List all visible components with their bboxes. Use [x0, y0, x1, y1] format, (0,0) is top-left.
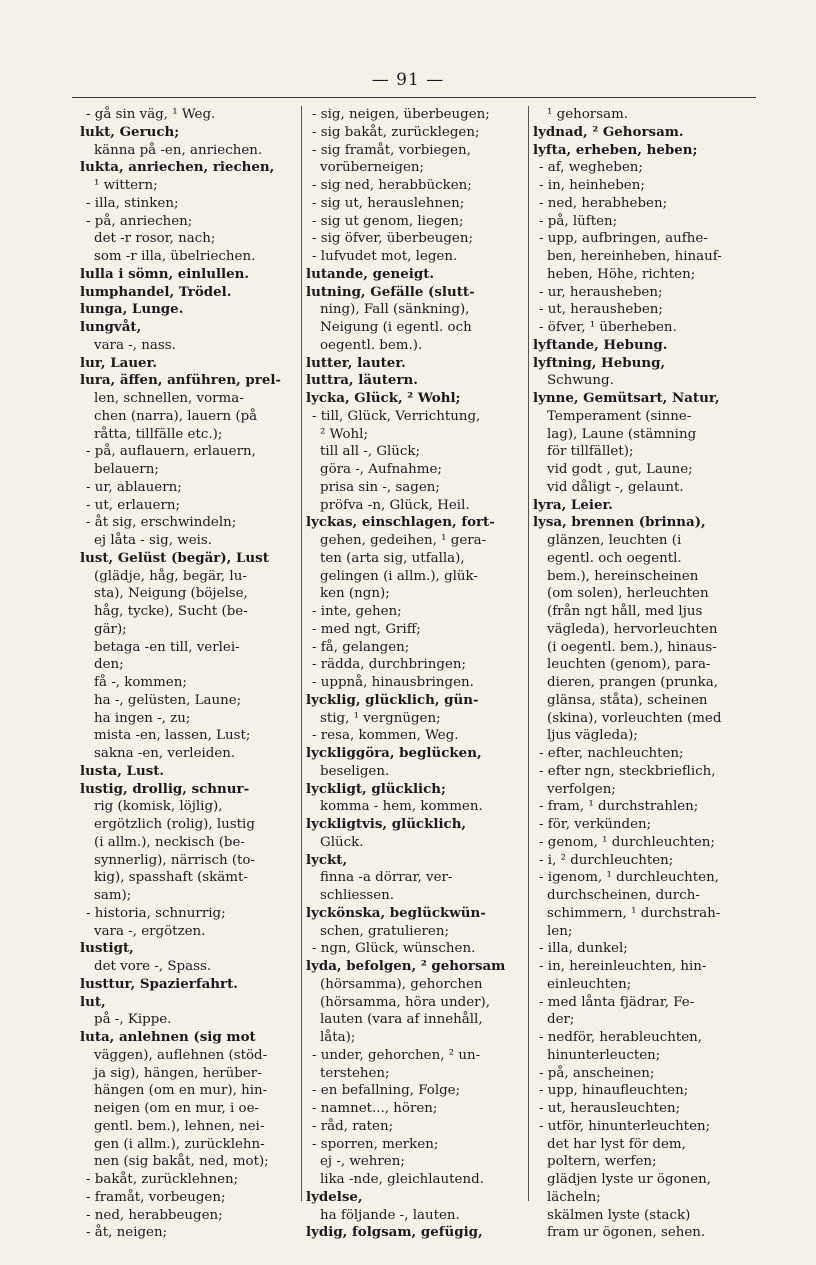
entry-line: ² Wohl;	[320, 426, 368, 442]
entry-line: - sig bakåt, zurücklegen;	[312, 124, 480, 140]
entry-line: ej -, wehren;	[320, 1154, 405, 1170]
entry-line: betaga -en till, verlei-	[94, 639, 240, 655]
entry-line: - på, lüften;	[539, 213, 618, 229]
entry-line: - åt, neigen;	[86, 1225, 168, 1241]
entry-line: få -, kommen;	[94, 675, 187, 690]
entry-line: - genom, ¹ durchleuchten;	[539, 834, 715, 850]
entry-line: - gå sin väg, ¹ Weg.	[86, 107, 216, 122]
entry-line: einleuchten;	[547, 976, 632, 992]
entry-line: den;	[94, 657, 124, 673]
entry-line: - inte, gehen;	[312, 604, 402, 619]
entry-line: väggen), auflehnen (stöd-	[94, 1047, 268, 1063]
entry-line: sam);	[94, 888, 132, 903]
entry-line: vorüberneigen;	[320, 160, 425, 176]
entry-line: chen (narra), lauern (på	[94, 408, 258, 424]
entry-line: der;	[547, 1012, 575, 1028]
entry-line: - efter ngn, steckbrieflich,	[539, 763, 716, 779]
entry-line: heben, Höhe, richten;	[547, 266, 696, 282]
entry-headword-line: lyckt,	[306, 851, 348, 868]
entry-line: - sporren, merken;	[312, 1136, 439, 1152]
entry-line: leuchten (genom), para-	[547, 657, 711, 673]
entry-line: ha följande -, lauten.	[320, 1207, 460, 1223]
dictionary-column-2	[306, 106, 530, 1241]
entry-line: Temperament (sinne-	[547, 408, 692, 424]
entry-line: - sig ut, herauslehnen;	[312, 195, 465, 211]
entry-line: - uppnå, hinausbringen.	[312, 675, 474, 690]
entry-line: lauten (vara af innehåll,	[320, 1012, 483, 1028]
entry-line: - illa, stinken;	[86, 195, 179, 211]
entry-line: prisa sin -, sagen;	[320, 479, 440, 495]
entry-line: göra -, Aufnahme;	[320, 462, 442, 477]
entry-line: schliessen.	[320, 888, 395, 903]
entry-line: dieren, prangen (prunka,	[547, 675, 718, 690]
entry-line: (i oegentl. bem.), hinaus-	[547, 639, 717, 655]
entry-headword-line: lust, Gelüst (begär), Lust	[80, 549, 269, 566]
entry-line: mista -en, lassen, Lust;	[94, 728, 251, 744]
entry-headword-line: lura, äffen, anführen, prel-	[80, 372, 281, 389]
entry-line: det -r rosor, nach;	[94, 231, 216, 247]
column-divider	[301, 106, 302, 1201]
entry-headword-line: lutning, Gefälle (slutt-	[306, 283, 475, 300]
entry-line: durchscheinen, durch-	[547, 888, 700, 903]
page-number: — 91 —	[371, 70, 445, 90]
entry-line: ning), Fall (sänkning),	[320, 302, 470, 318]
entry-line: gehen, gedeihen, ¹ gera-	[320, 533, 487, 548]
entry-line: - utför, hinunterleuchten;	[539, 1118, 711, 1134]
entry-line: beseligen.	[320, 763, 390, 779]
entry-line: ej låta - sig, weis.	[94, 533, 213, 548]
entry-line: ergötzlich (rolig), lustig	[94, 817, 255, 832]
entry-headword-line: lynne, Gemütsart, Natur,	[533, 390, 720, 406]
entry-line: - nedför, herableuchten,	[539, 1030, 703, 1045]
entry-line: - namnet..., hören;	[312, 1101, 438, 1116]
entry-line: bem.), hereinscheinen	[547, 568, 699, 584]
entry-line: lächeln;	[547, 1189, 601, 1205]
entry-line: - historia, schnurrig;	[86, 905, 226, 921]
entry-line: - åt sig, erschwindeln;	[86, 515, 237, 531]
entry-line: vid dåligt -, gelaunt.	[547, 479, 684, 495]
entry-line: - på, anriechen;	[86, 213, 193, 229]
entry-headword-line: lyftning, Hebung,	[533, 354, 666, 371]
entry-line: på -, Kippe.	[94, 1012, 172, 1028]
entry-headword-line: lustigt,	[80, 940, 134, 957]
entry-line: ha ingen -, zu;	[94, 710, 191, 726]
entry-headword-line: lukta, anriechen, riechen,	[80, 159, 275, 176]
entry-line: gen (i allm.), zurücklehn-	[94, 1136, 265, 1152]
dictionary-column-3	[533, 106, 757, 1241]
entry-line: kig), spasshaft (skämt-	[94, 870, 248, 886]
entry-line: ¹ wittern;	[94, 178, 158, 193]
entry-line: - ut, herausheben;	[539, 302, 663, 318]
entry-headword-line: lyda, befolgen, ² gehorsam	[306, 958, 506, 974]
entry-line: känna på -en, anriechen.	[94, 142, 263, 158]
entry-line: terstehen;	[320, 1065, 390, 1081]
dictionary-column-1	[80, 106, 304, 1241]
entry-headword-line: luta, anlehnen (sig mot	[80, 1029, 256, 1045]
entry-line: - af, wegheben;	[539, 160, 643, 176]
entry-headword-line: lycka, Glück, ² Wohl;	[306, 390, 461, 406]
entry-line: (om solen), herleuchten	[547, 586, 709, 602]
entry-line: - med ngt, Griff;	[312, 621, 421, 637]
entry-headword-line: lusttur, Spazierfahrt.	[80, 975, 238, 992]
entry-line: - in, heinheben;	[539, 178, 645, 193]
entry-line: - ned, herabheben;	[539, 195, 668, 211]
entry-headword-line: lyckligtvis, glücklich,	[306, 816, 467, 832]
entry-line: sakna -en, verleiden.	[94, 746, 236, 761]
entry-line: - efter, nachleuchten;	[539, 746, 684, 761]
entry-line: (hörsamma, höra under),	[320, 994, 491, 1010]
entry-line: rig (komisk, löjlig),	[94, 799, 223, 815]
entry-headword-line: lut,	[80, 993, 106, 1010]
entry-line: glädjen lyste ur ögonen,	[547, 1172, 712, 1187]
header-rule	[72, 97, 756, 98]
entry-line: råtta, tillfälle etc.);	[94, 426, 223, 442]
entry-line: gär);	[94, 621, 127, 637]
entry-line: - öfver, ¹ überheben.	[539, 320, 677, 335]
entry-line: vid godt , gut, Laune;	[547, 462, 693, 477]
entry-line: sta), Neigung (böjelse,	[94, 586, 248, 602]
entry-line: - ur, ablauern;	[86, 479, 182, 495]
entry-line: glänzen, leuchten (i	[547, 533, 682, 548]
entry-headword-line: lydig, folgsam, gefügig,	[306, 1224, 483, 1241]
entry-line: till all -, Glück;	[320, 444, 421, 460]
entry-line: - sig framåt, vorbiegen,	[312, 142, 471, 158]
entry-headword-line: lydnad, ² Gehorsam.	[533, 123, 684, 140]
entry-line: - rädda, durchbringen;	[312, 657, 467, 673]
entry-headword-line: luttra, läutern.	[306, 372, 418, 389]
entry-line: - ut, herausleuchten;	[539, 1101, 681, 1116]
entry-line: gentl. bem.), lehnen, nei-	[94, 1118, 265, 1134]
entry-headword-line: lukt, Geruch;	[80, 123, 180, 140]
entry-line: - en befallning, Folge;	[312, 1083, 461, 1099]
entry-line: - råd, raten;	[312, 1118, 394, 1134]
entry-headword-line: lunga, Lunge.	[80, 301, 184, 318]
entry-headword-line: lyckönska, beglückwün-	[306, 904, 486, 921]
entry-line: - resa, kommen, Weg.	[312, 728, 459, 744]
entry-line: - bakåt, zurücklehnen;	[86, 1172, 239, 1187]
entry-line: lika -nde, gleichlautend.	[320, 1172, 484, 1187]
entry-line: - ned, herabbeugen;	[86, 1207, 223, 1223]
entry-line: neigen (om en mur, i oe-	[94, 1101, 260, 1116]
entry-line: belauern;	[94, 462, 159, 477]
entry-line: Neigung (i egentl. och	[320, 320, 472, 335]
entry-line: - sig ned, herabbücken;	[312, 178, 472, 193]
entry-line: - in, hereinleuchten, hin-	[539, 959, 707, 974]
entry-headword-line: lydelse,	[306, 1188, 363, 1205]
entry-headword-line: lycklig, glücklich, gün-	[306, 691, 479, 708]
entry-line: hinunterleucten;	[547, 1047, 661, 1063]
entry-headword-line: lustig, drollig, schnur-	[80, 780, 250, 797]
entry-line: Schwung.	[547, 373, 614, 389]
entry-line: schen, gratulieren;	[320, 923, 449, 939]
entry-line: ben, hereinheben, hinauf-	[547, 249, 722, 264]
entry-line: oegentl. bem.).	[320, 337, 423, 353]
entry-line: hängen (om en mur), hin-	[94, 1083, 268, 1099]
entry-headword-line: lyftande, Hebung.	[533, 336, 668, 353]
entry-line: poltern, werfen;	[547, 1154, 657, 1170]
entry-line: - ngn, Glück, wünschen.	[312, 941, 476, 957]
entry-line: - upp, hinaufleuchten;	[539, 1083, 689, 1099]
entry-line: - på, anscheinen;	[539, 1065, 655, 1081]
entry-line: lag), Laune (stämning	[547, 426, 697, 442]
column-divider	[528, 106, 529, 1201]
entry-line: det vore -, Spass.	[94, 959, 212, 974]
entry-line: verfolgen;	[547, 781, 616, 797]
entry-line: det har lyst för dem,	[547, 1136, 686, 1152]
entry-headword-line: lyckas, einschlagen, fort-	[306, 514, 495, 531]
entry-line: vara -, nass.	[94, 337, 176, 353]
entry-line: håg, tycke), Sucht (be-	[94, 604, 248, 619]
entry-line: fram ur ögonen, sehen.	[547, 1225, 706, 1241]
entry-line: - under, gehorchen, ² un-	[312, 1047, 481, 1063]
entry-headword-line: lyra, Leier.	[533, 496, 613, 513]
entry-line: Glück.	[320, 834, 364, 850]
entry-line: ja sig), hängen, herüber-	[94, 1065, 262, 1081]
entry-line: glänsa, ståta), scheinen	[547, 692, 708, 708]
entry-line: gelingen (i allm.), glük-	[320, 568, 478, 584]
entry-headword-line: lyckligt, glücklich;	[306, 780, 446, 797]
entry-line: - för, verkünden;	[539, 817, 652, 832]
entry-headword-line: lusta, Lust.	[80, 762, 165, 779]
entry-line: - med lånta fjädrar, Fe-	[539, 994, 695, 1010]
entry-line: len, schnellen, vorma-	[94, 391, 244, 406]
entry-line: - igenom, ¹ durchleuchten,	[539, 870, 719, 886]
entry-line: - lufvudet mot, legen.	[312, 249, 458, 264]
entry-line: - till, Glück, Verrichtung,	[312, 408, 481, 424]
entry-headword-line: lungvåt,	[80, 319, 142, 335]
entry-line: vara -, ergötzen.	[94, 923, 206, 939]
entry-headword-line: lumphandel, Trödel.	[80, 283, 232, 300]
entry-line: - framåt, vorbeugen;	[86, 1189, 226, 1205]
entry-headword-line: lutande, geneigt.	[306, 265, 435, 282]
entry-headword-line: lur, Lauer.	[80, 354, 158, 371]
entry-line: (hörsamma), gehorchen	[320, 976, 483, 992]
entry-line: - upp, aufbringen, aufhe-	[539, 231, 708, 247]
entry-line: låta);	[320, 1030, 356, 1045]
entry-line: - sig, neigen, überbeugen;	[312, 107, 490, 122]
entry-line: - få, gelangen;	[312, 639, 410, 655]
entry-headword-line: lyfta, erheben, heben;	[533, 141, 698, 158]
entry-headword-line: lulla i sömn, einlullen.	[80, 265, 250, 282]
entry-line: - i, ² durchleuchten;	[539, 852, 674, 868]
entry-headword-line: lysa, brennen (brinna),	[533, 514, 706, 531]
entry-line: (i allm.), neckisch (be-	[94, 834, 245, 850]
entry-line: schimmern, ¹ durchstrah-	[547, 905, 721, 921]
entry-line: (glädje, håg, begär, lu-	[94, 568, 247, 584]
entry-line: - sig ut genom, liegen;	[312, 213, 464, 229]
entry-line: - ur, herausheben;	[539, 284, 663, 300]
entry-line: för tillfället);	[547, 444, 634, 460]
entry-line: pröfva -n, Glück, Heil.	[320, 497, 470, 513]
entry-line: komma - hem, kommen.	[320, 799, 483, 815]
entry-line: stig, ¹ vergnügen;	[320, 710, 441, 726]
entry-line: (skina), vorleuchten (med	[547, 710, 722, 726]
entry-line: (från ngt håll, med ljus	[547, 604, 703, 619]
entry-line: - illa, dunkel;	[539, 941, 628, 957]
entry-line: nen (sig bakåt, ned, mot);	[94, 1154, 269, 1170]
entry-line: ljus vägleda);	[547, 728, 638, 744]
entry-line: - på, auflauern, erlauern,	[86, 444, 256, 460]
entry-line: - ut, erlauern;	[86, 497, 180, 513]
entry-headword-line: lutter, lauter.	[306, 354, 406, 371]
entry-line: som -r illa, übelriechen.	[94, 249, 256, 264]
entry-line: finna -a dörrar, ver-	[320, 870, 453, 886]
entry-line: ¹ gehorsam.	[547, 107, 629, 122]
entry-line: ha -, gelüsten, Laune;	[94, 692, 242, 708]
entry-line: ken (ngn);	[320, 586, 390, 602]
entry-line: - fram, ¹ durchstrahlen;	[539, 799, 699, 815]
entry-line: synnerlig), närrisch (to-	[94, 852, 256, 868]
entry-line: ten (arta sig, utfalla),	[320, 550, 465, 566]
entry-line: len;	[547, 923, 573, 939]
entry-line: egentl. och oegentl.	[547, 550, 682, 566]
entry-line: vägleda), hervorleuchten	[547, 621, 718, 637]
entry-line: skälmen lyste (stack)	[547, 1207, 691, 1223]
entry-line: - sig öfver, überbeugen;	[312, 231, 473, 247]
entry-headword-line: lyckliggöra, beglücken,	[306, 745, 482, 761]
